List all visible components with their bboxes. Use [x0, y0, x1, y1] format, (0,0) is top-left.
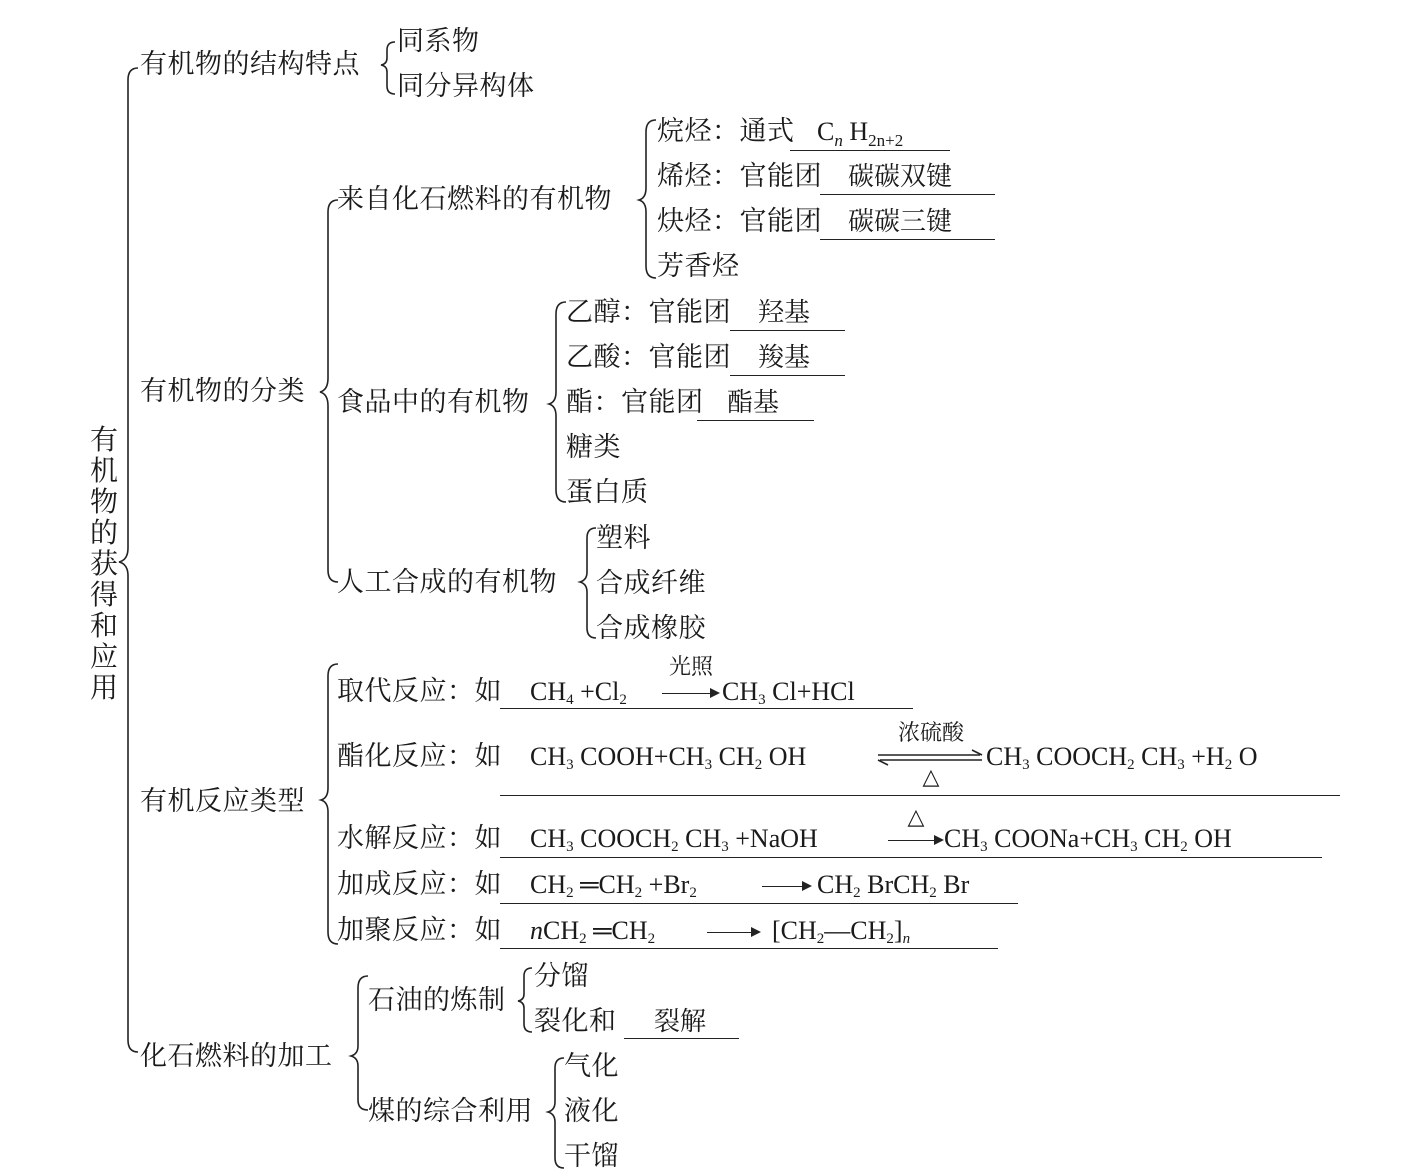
alkyne-prefix: 炔烃：官能团 [657, 206, 822, 237]
fossil-label: 来自化石燃料的有机物 [337, 184, 612, 215]
polymerization-arrow [707, 932, 759, 933]
synthetic-item-plastic: 塑料 [596, 523, 651, 554]
addition-products: $CH_2$ BrCH$_2$ Br [817, 870, 970, 901]
addition-arrow [762, 886, 810, 887]
esterification-reactants: $CH_3$ $COOH+CH_3$ $CH_2$ OH [530, 742, 807, 773]
hydrolysis-condition: △ [907, 805, 925, 830]
polymerization-products: $[CH_2—CH_2]_n$ [772, 916, 911, 947]
petroleum-cracking-answer: 裂解 [654, 1007, 707, 1037]
brace-reactions [321, 664, 338, 944]
substitution-arrow [662, 693, 718, 694]
hydrolysis-arrow [888, 840, 942, 841]
substitution-reactants: $CH_4 +Cl_2$ [530, 677, 627, 708]
coal-label: 煤的综合利用 [368, 1096, 533, 1127]
brace-fossil [639, 120, 656, 278]
alkene-underline [820, 194, 995, 195]
structure-item-isomer: 同分异构体 [397, 71, 535, 102]
esterification-underline [500, 795, 1340, 796]
addition-prefix: 加成反应：如 [337, 869, 502, 900]
brace-classification [320, 200, 338, 582]
brace-coal [548, 1058, 564, 1168]
esterification-condition-bottom: △ [922, 765, 940, 790]
petroleum-label: 石油的炼制 [368, 985, 506, 1016]
processing-label: 化石燃料的加工 [140, 1041, 333, 1072]
food-label: 食品中的有机物 [337, 387, 530, 418]
addition-reactants: $CH_2$ $═CH_2 +Br_2$ [530, 870, 697, 901]
hydrolysis-reactants: $CH_3$ $COOCH_2$ $CH_3$ +NaOH [530, 824, 818, 855]
protein-label: 蛋白质 [566, 477, 649, 508]
alkane-prefix: 烷烃：通式 [657, 116, 795, 147]
addition-underline [500, 903, 1018, 904]
substitution-prefix: 取代反应：如 [337, 676, 502, 707]
synthetic-item-fiber: 合成纤维 [596, 568, 706, 599]
alkene-prefix: 烯烃：官能团 [657, 161, 822, 192]
ethanol-prefix: 乙醇：官能团 [566, 297, 731, 328]
substitution-condition: 光照 [668, 655, 713, 680]
esterification-products: $CH_3$ $COOCH_2$ $CH_3 +H_2$ O [986, 742, 1258, 773]
reactions-label: 有机反应类型 [140, 786, 305, 817]
acetic-prefix: 乙酸：官能团 [566, 342, 731, 373]
polymerization-reactants: nCH$_2$ $═CH_2$ [530, 916, 656, 947]
aromatic-label: 芳香烃 [657, 251, 740, 282]
ester-answer: 酯基 [727, 388, 780, 418]
brace-processing [351, 976, 368, 1110]
petroleum-fractionation: 分馏 [534, 961, 589, 992]
structure-label: 有机物的结构特点 [140, 49, 360, 80]
petroleum-cracking-underline [624, 1038, 739, 1039]
alkyne-answer: 碳碳三键 [848, 207, 953, 237]
brace-food [549, 302, 566, 502]
coal-item-gasification: 气化 [564, 1051, 619, 1082]
ester-underline [697, 420, 814, 421]
ester-prefix: 酯：官能团 [566, 387, 704, 418]
synthetic-item-rubber: 合成橡胶 [596, 613, 706, 644]
hydrolysis-prefix: 水解反应：如 [337, 823, 502, 854]
coal-item-dry-distillation: 干馏 [564, 1141, 619, 1172]
alkane-formula: $C_n$ $H_{2n+2}$ [817, 117, 904, 150]
substitution-underline [500, 708, 913, 709]
classification-label: 有机物的分类 [140, 376, 305, 407]
brace-root [119, 68, 138, 1052]
polymerization-underline [500, 948, 998, 949]
coal-item-liquefaction: 液化 [564, 1096, 619, 1127]
brace-petroleum [518, 968, 532, 1032]
substitution-products: $CH_3$ Cl+HCl [722, 677, 855, 708]
acetic-answer: 羧基 [758, 343, 811, 373]
esterification-condition-top: 浓硫酸 [897, 721, 964, 746]
structure-item-homolog: 同系物 [397, 26, 480, 57]
brace-structure [381, 42, 395, 94]
polymerization-prefix: 加聚反应：如 [337, 915, 502, 946]
alkyne-underline [820, 239, 995, 240]
ethanol-answer: 羟基 [758, 298, 811, 328]
synthetic-label: 人工合成的有机物 [337, 567, 557, 598]
brace-synthetic [580, 528, 596, 638]
alkene-answer: 碳碳双键 [848, 162, 953, 192]
hydrolysis-underline [500, 857, 1322, 858]
root-title: 有机物的获得和应用 [89, 423, 118, 704]
acetic-underline [730, 375, 845, 376]
hydrolysis-products: $CH_3$ $COONa+CH_3$ $CH_2$ OH [944, 824, 1232, 855]
alkane-underline [790, 150, 950, 151]
ethanol-underline [730, 330, 845, 331]
sugar-label: 糖类 [566, 432, 621, 463]
petroleum-cracking-prefix: 裂化和 [534, 1006, 617, 1037]
esterification-prefix: 酯化反应：如 [337, 741, 502, 772]
